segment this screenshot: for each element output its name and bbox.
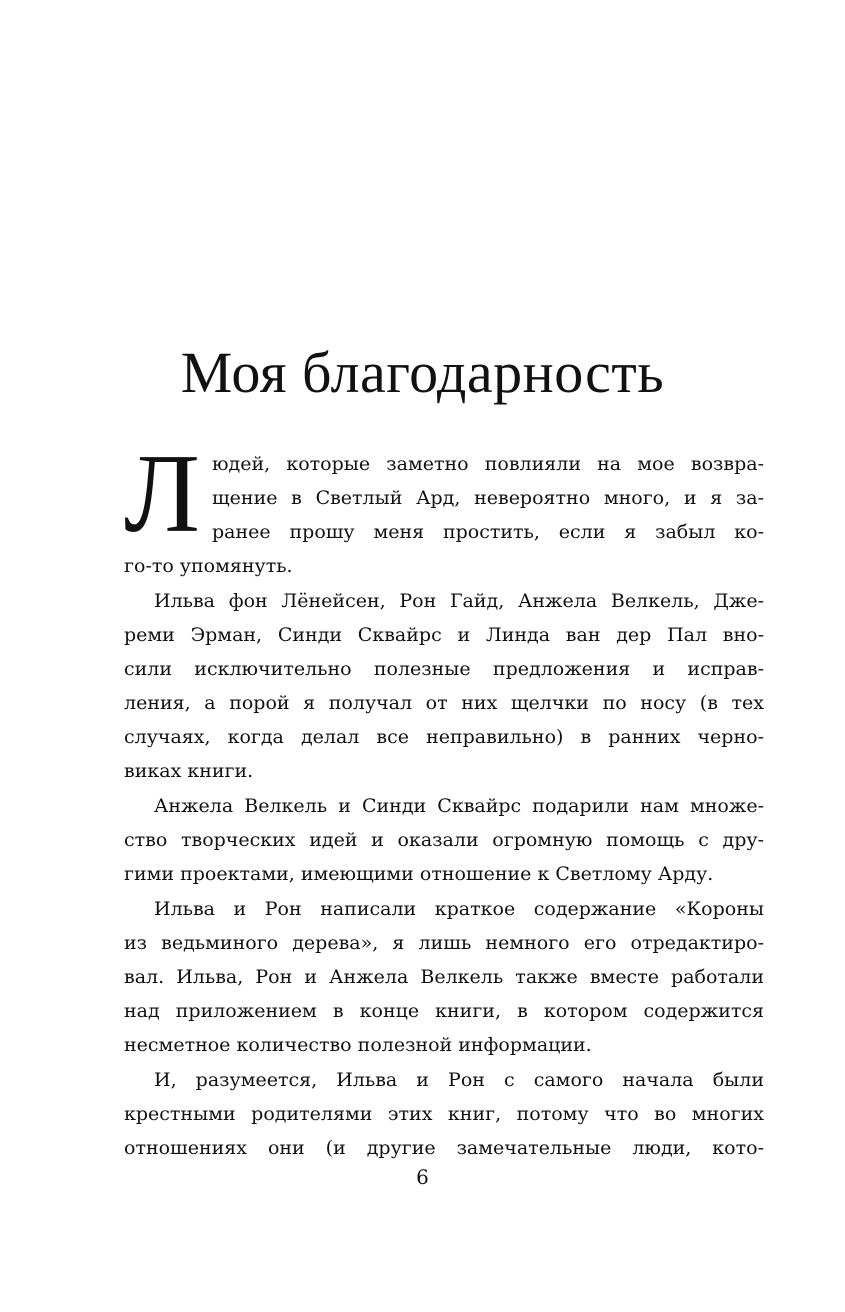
text-line: реми Эрман, Синди Сквайрс и Линда ван дер Пал вно-: [124, 624, 764, 646]
text-line: щение в Светлый Ард, невероятно много, и я за-: [212, 487, 764, 509]
text-line: крестными родителями этих книг, потому что во многих: [124, 1103, 764, 1125]
text-line: несметное количество полезной информации.: [124, 1034, 592, 1056]
text-line: сили исключительно полезные предложения и исправ-: [124, 658, 764, 680]
body-text: [124, 447, 764, 1165]
text-line: Ильва фон Лёнейсен, Рон Гайд, Анжела Велкель, Дже-: [154, 590, 764, 612]
text-line: над приложением в конце книги, в котором содержится: [124, 1000, 764, 1022]
text-line: ления, а порой я получал от них щелчки по носу (в тех: [124, 692, 764, 714]
text-line: случаях, когда делал все неправильно) в ранних черно-: [124, 726, 764, 748]
text-line: Анжела Велкель и Синди Сквайрс подарили нам множе-: [154, 795, 764, 817]
text-line: юдей, которые заметно повлияли на мое возвра-: [212, 453, 764, 475]
text-line: ранее прошу меня простить, если я забыл ко-: [212, 521, 764, 543]
text-line: Ильва и Рон написали краткое содержание «Короны: [154, 898, 764, 920]
text-line: гими проектами, имеющими отношение к Светлому Арду.: [124, 863, 714, 885]
text-line: го-то упомянуть.: [124, 555, 293, 577]
text-line: виках книги.: [124, 760, 254, 782]
page-number: 6: [416, 1165, 429, 1189]
text-line: вал. Ильва, Рон и Анжела Велкель также вместе работали: [124, 966, 764, 988]
text-line: И, разумеется, Ильва и Рон с самого начала были: [154, 1069, 764, 1091]
text-line: отношениях они (и другие замечательные люди, кото-: [124, 1137, 764, 1159]
text-line: ство творческих идей и оказали огромную помощь с дру-: [124, 829, 764, 851]
chapter-title: Моя благодарность: [180, 340, 665, 405]
drop-cap: Л: [124, 432, 200, 556]
text-line: из ведьминого дерева», я лишь немного его отредактиро-: [124, 932, 764, 954]
